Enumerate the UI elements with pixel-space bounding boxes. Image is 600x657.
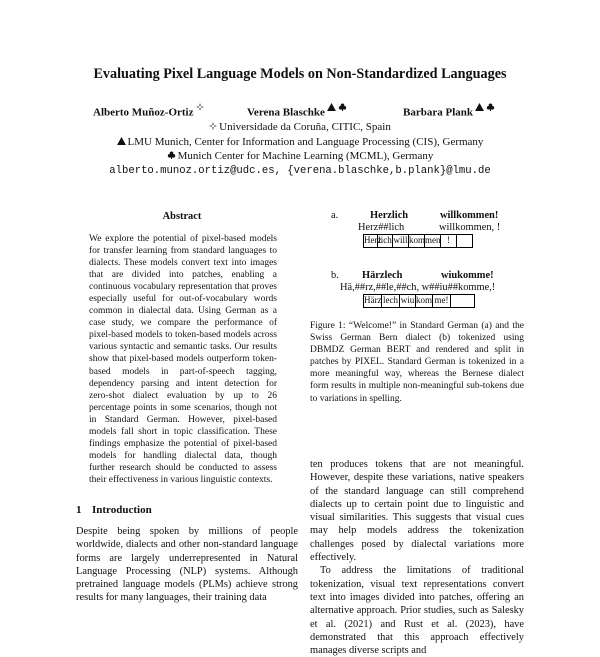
figure-word: wiukomme!	[441, 270, 494, 281]
triangle-icon	[327, 103, 336, 111]
patch-strip-b	[363, 294, 475, 308]
figure-label-b: b.	[331, 270, 339, 281]
spark-icon	[196, 103, 204, 111]
affiliation-2	[0, 136, 600, 148]
section-title: Introduction	[92, 504, 152, 516]
figure-tokens: Hä,##rz,##le,##ch, w##iu##komme,!	[340, 282, 496, 293]
patch: lech	[383, 295, 398, 305]
club-icon	[486, 103, 495, 111]
section-heading	[76, 504, 152, 516]
abstract-text: We explore the potential of pixel-based models for transfer learning from standard languages to dialects. These models convert text into images that are divided into patches, enabling a continuous vocabulary representation that proves especially useful for out-of-vocabulary words common in dialectal data. Using German as a case study, we compare the performance of pixel-based models to token-based models across various syntactic and semantic tasks. Our results show that pixel-based models outperform token-based models in part-of-speech tagging, dependency parsing and intent detection for zero-shot dialect evaluation by up to 26 percentage points in some scenarios, though not in Standard German. However, pixel-based models fall short in topic classification. These findings emphasize the potential of pixel-based models for handling dialectal data, though further research should be conducted to assess their effectiveness in various linguistic contexts.	[89, 234, 277, 485]
patch	[457, 235, 471, 247]
author-emails: alberto.munoz.ortiz@udc.es, {verena.blaschke,b.plank}@lmu.de	[109, 165, 491, 177]
affiliation-text: LMU Munich, Center for Information and Language Processing (CIS), Germany	[127, 136, 484, 148]
paragraph: ten produces tokens that are not meaningful. However, despite these variations, native speakers of the standard language can still comprehend dialects up to certain point due to linguistic and visual similarities. This suggests that visual cues may help models address the tokenization challenges posed by dialectal variations more effectively.	[310, 459, 524, 564]
patch: !	[441, 235, 457, 247]
author-3	[403, 103, 495, 119]
patch: men	[425, 235, 441, 245]
patch: will	[393, 235, 408, 245]
triangle-icon	[117, 137, 126, 145]
author-name: Verena Blaschke	[247, 106, 325, 119]
patch: wiu	[400, 295, 415, 305]
affiliation-3	[0, 150, 600, 162]
patch-strip-a	[363, 234, 473, 248]
affiliation-text: Universidade da Coruña, CITIC, Spain	[219, 121, 391, 133]
patch: Härz	[364, 295, 382, 305]
patch: lich	[378, 235, 392, 245]
figure-word: willkommen!	[440, 210, 499, 221]
spark-icon	[209, 122, 217, 130]
figure-label-a: a.	[331, 210, 339, 221]
author-1	[93, 103, 204, 119]
section-number: 1	[76, 504, 82, 516]
abstract-heading: Abstract	[162, 211, 202, 222]
patch: kom	[409, 235, 426, 245]
patch: Herz	[364, 235, 382, 245]
section-body: Despite being spoken by millions of people worldwide, dialects and other non-standard language forms are largely underrepresented in Natural Language Processing (NLP) systems. Although pretrained language models (PLMs) achieve strong results for many languages, their training data	[76, 526, 298, 604]
affiliation-1	[0, 121, 600, 133]
author-name: Alberto Muñoz-Ortiz	[93, 106, 194, 119]
figure-caption: Figure 1: “Welcome!” in Standard German (a) and the Swiss German Bern dialect (b) tokenized using DBMDZ German BERT and rendered and split in patches by PIXEL. Standard German is tokenized in a more meaningful way, whereas the Bernese dialect form results in multiple non-meaningful sub-tokens due to variations in spelling.	[310, 321, 524, 404]
patch: me!	[433, 295, 451, 307]
author-2	[247, 103, 347, 119]
patch	[451, 295, 472, 307]
paper-title: Evaluating Pixel Language Models on Non-Standardized Languages	[93, 66, 507, 82]
figure-tokens: Herz##lich	[358, 222, 405, 233]
patch: kom	[416, 295, 433, 305]
club-icon	[167, 151, 176, 159]
figure-word: Härzlech	[362, 270, 403, 281]
right-column-body	[310, 458, 524, 657]
paragraph: To address the limitations of traditional tokenization, visual text representations convert text into images divided into patches, offering an alternative approach. Prior studies, such as Salesky et al. (2021) and Rust et al. (2023), have demonstrated that this approach effectively manages diverse scripts and	[310, 565, 524, 657]
author-name: Barbara Plank	[403, 106, 473, 119]
triangle-icon	[475, 103, 484, 111]
figure-tokens: willkommen, !	[439, 222, 501, 233]
affiliation-text: Munich Center for Machine Learning (MCML), Germany	[177, 150, 434, 162]
club-icon	[338, 103, 347, 111]
figure-word: Herzlich	[370, 210, 409, 221]
